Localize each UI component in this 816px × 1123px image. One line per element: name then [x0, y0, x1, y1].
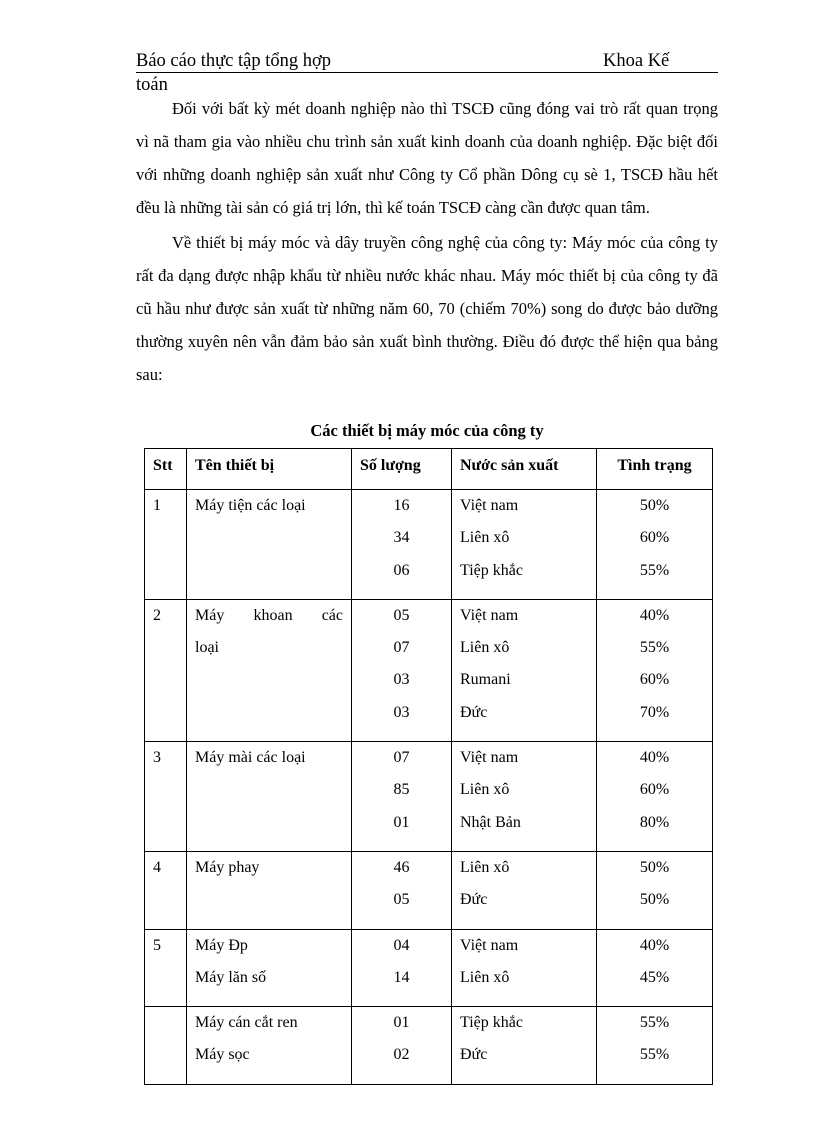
country-value: Nhật Bản — [460, 813, 521, 831]
header-right-title: Khoa Kế — [603, 51, 670, 71]
header-wrap-text: toán — [136, 75, 168, 95]
stt-value: 3 — [153, 749, 161, 767]
country-value: Việt nam — [460, 606, 519, 624]
cell-quantity — [352, 742, 452, 852]
quantity-value: 34 — [393, 529, 410, 547]
country-value: Liên xô — [460, 968, 510, 986]
header-cell-qty: Số lượng — [352, 449, 452, 490]
status-value: 80% — [639, 813, 670, 831]
quantity-value: 46 — [393, 858, 410, 876]
quantity-value: 02 — [393, 1046, 410, 1064]
table-row — [145, 851, 713, 929]
cell-stt — [145, 599, 187, 741]
country-value: Liên xô — [460, 858, 510, 876]
quantity-value: 06 — [393, 561, 410, 579]
cell-quantity — [352, 490, 452, 600]
cell-equipment-name — [187, 851, 352, 929]
paragraph: Về thiết bị máy móc và dây truyền công nghệ của công ty: Máy móc của công ty rất đa dạng được nhập khẩu từ nhiều nước khác nhau. Máy móc thiết bị của công ty đã cũ hầu như được sản xuất từ những năm 60, 70 (chiếm 70%) song do được bảo dưỡng thường xuyên nên vẫn đảm bảo sản xuất bình thường. Điều đó được thể hiện qua bảng sau: — [136, 233, 718, 384]
status-value: 50% — [639, 858, 670, 876]
country-value: Liên xô — [460, 781, 510, 799]
quantity-value: 05 — [393, 891, 410, 909]
header-cell-stt: Stt — [145, 449, 187, 490]
cell-quantity — [352, 599, 452, 741]
cell-stt — [145, 1007, 187, 1085]
table-body — [145, 490, 713, 1085]
country-value: Liên xô — [460, 639, 510, 657]
country-value: Đức — [460, 1046, 488, 1064]
country-value: Tiệp khắc — [460, 561, 523, 579]
quantity-value: 05 — [393, 606, 410, 624]
cell-country — [452, 851, 597, 929]
body-text — [136, 92, 718, 391]
cell-status — [597, 742, 713, 852]
status-value: 50% — [639, 891, 670, 909]
header-left-title: Báo cáo thực tập tổng hợp — [136, 51, 331, 71]
equipment-name-line: loại — [195, 639, 219, 657]
country-value: Tiệp khắc — [460, 1014, 523, 1032]
equipment-table — [144, 448, 713, 1085]
equipment-name-line: Máy cán cắt ren — [195, 1014, 298, 1032]
status-value: 50% — [639, 497, 670, 514]
equipment-name-line: Máy Đp — [195, 936, 248, 954]
country-value: Rumani — [460, 671, 511, 689]
equipment-name-line: Máy phay — [195, 858, 260, 876]
stt-value: 1 — [153, 497, 161, 514]
cell-status — [597, 490, 713, 600]
header-cell-name: Tên thiết bị — [187, 449, 352, 490]
table-row — [145, 929, 713, 1007]
country-value: Việt nam — [460, 936, 519, 954]
cell-country — [452, 1007, 597, 1085]
table-row — [145, 599, 713, 741]
cell-equipment-name — [187, 929, 352, 1007]
equipment-name-line — [195, 602, 343, 634]
equipment-name-text: Máy khoan các — [195, 606, 343, 624]
cell-quantity — [352, 929, 452, 1007]
header-cell-country: Nước sản xuất — [452, 449, 597, 490]
equipment-name-line: Máy sọc — [195, 1046, 250, 1064]
quantity-value: 03 — [393, 671, 410, 689]
cell-stt — [145, 851, 187, 929]
equipment-name-line: Máy tiện các loại — [195, 497, 306, 514]
stt-value: 2 — [153, 606, 161, 624]
quantity-value: 03 — [393, 703, 410, 721]
status-value: 70% — [639, 703, 670, 721]
country-value: Đức — [460, 891, 488, 909]
status-value: 55% — [639, 1014, 670, 1032]
table-row — [145, 1007, 713, 1085]
status-value: 45% — [639, 968, 670, 986]
table-row — [145, 742, 713, 852]
equipment-name-line: Máy mài các loại — [195, 749, 306, 767]
stt-value: 5 — [153, 936, 161, 954]
cell-equipment-name — [187, 599, 352, 741]
status-value: 55% — [639, 1046, 670, 1064]
cell-country — [452, 490, 597, 600]
status-value: 40% — [639, 749, 670, 767]
cell-country — [452, 742, 597, 852]
cell-equipment-name — [187, 490, 352, 600]
status-value: 60% — [639, 529, 670, 547]
cell-stt — [145, 490, 187, 600]
country-value: Liên xô — [460, 529, 510, 547]
cell-status — [597, 1007, 713, 1085]
cell-quantity — [352, 1007, 452, 1085]
stt-value: 4 — [153, 858, 161, 876]
status-value: 40% — [639, 936, 670, 954]
paragraph: Đối với bất kỳ mét doanh nghiệp nào thì TSCĐ cũng đóng vai trò rất quan trọng vì nã tham gia vào nhiều chu trình sản xuất kinh doanh của doanh nghiệp. Đặc biệt đối với những doanh nghiệp sản xuất như Công ty Cổ phần Dông cụ sè 1, TSCĐ hầu hết đều là những tài sản có giá trị lớn, thì kế toán TSCĐ càng cần được quan tâm. — [136, 99, 718, 217]
cell-stt — [145, 742, 187, 852]
status-value: 55% — [639, 639, 670, 657]
header-cell-status: Tình trạng — [597, 449, 713, 490]
status-value: 60% — [639, 781, 670, 799]
country-value: Đức — [460, 703, 488, 721]
equipment-name-line: Máy lăn số — [195, 968, 267, 986]
cell-country — [452, 599, 597, 741]
cell-country — [452, 929, 597, 1007]
quantity-value: 01 — [393, 813, 410, 831]
quantity-value: 04 — [393, 936, 410, 954]
table-header-row — [145, 449, 713, 490]
country-value: Việt nam — [460, 749, 519, 767]
status-value: 60% — [639, 671, 670, 689]
cell-status — [597, 929, 713, 1007]
cell-quantity — [352, 851, 452, 929]
status-value: 55% — [639, 561, 670, 579]
stt-value — [153, 1009, 178, 1041]
cell-status — [597, 599, 713, 741]
quantity-value: 07 — [393, 749, 410, 767]
cell-status — [597, 851, 713, 929]
quantity-value: 07 — [393, 639, 410, 657]
status-value: 40% — [639, 606, 670, 624]
cell-equipment-name — [187, 1007, 352, 1085]
page-header — [136, 50, 718, 73]
table-caption: Các thiết bị máy móc của công ty — [310, 421, 544, 440]
quantity-value: 85 — [393, 781, 410, 799]
country-value: Việt nam — [460, 497, 519, 514]
table-row — [145, 490, 713, 600]
cell-stt — [145, 929, 187, 1007]
quantity-value: 14 — [393, 968, 410, 986]
quantity-value: 16 — [393, 497, 410, 514]
quantity-value: 01 — [393, 1014, 410, 1032]
cell-equipment-name — [187, 742, 352, 852]
